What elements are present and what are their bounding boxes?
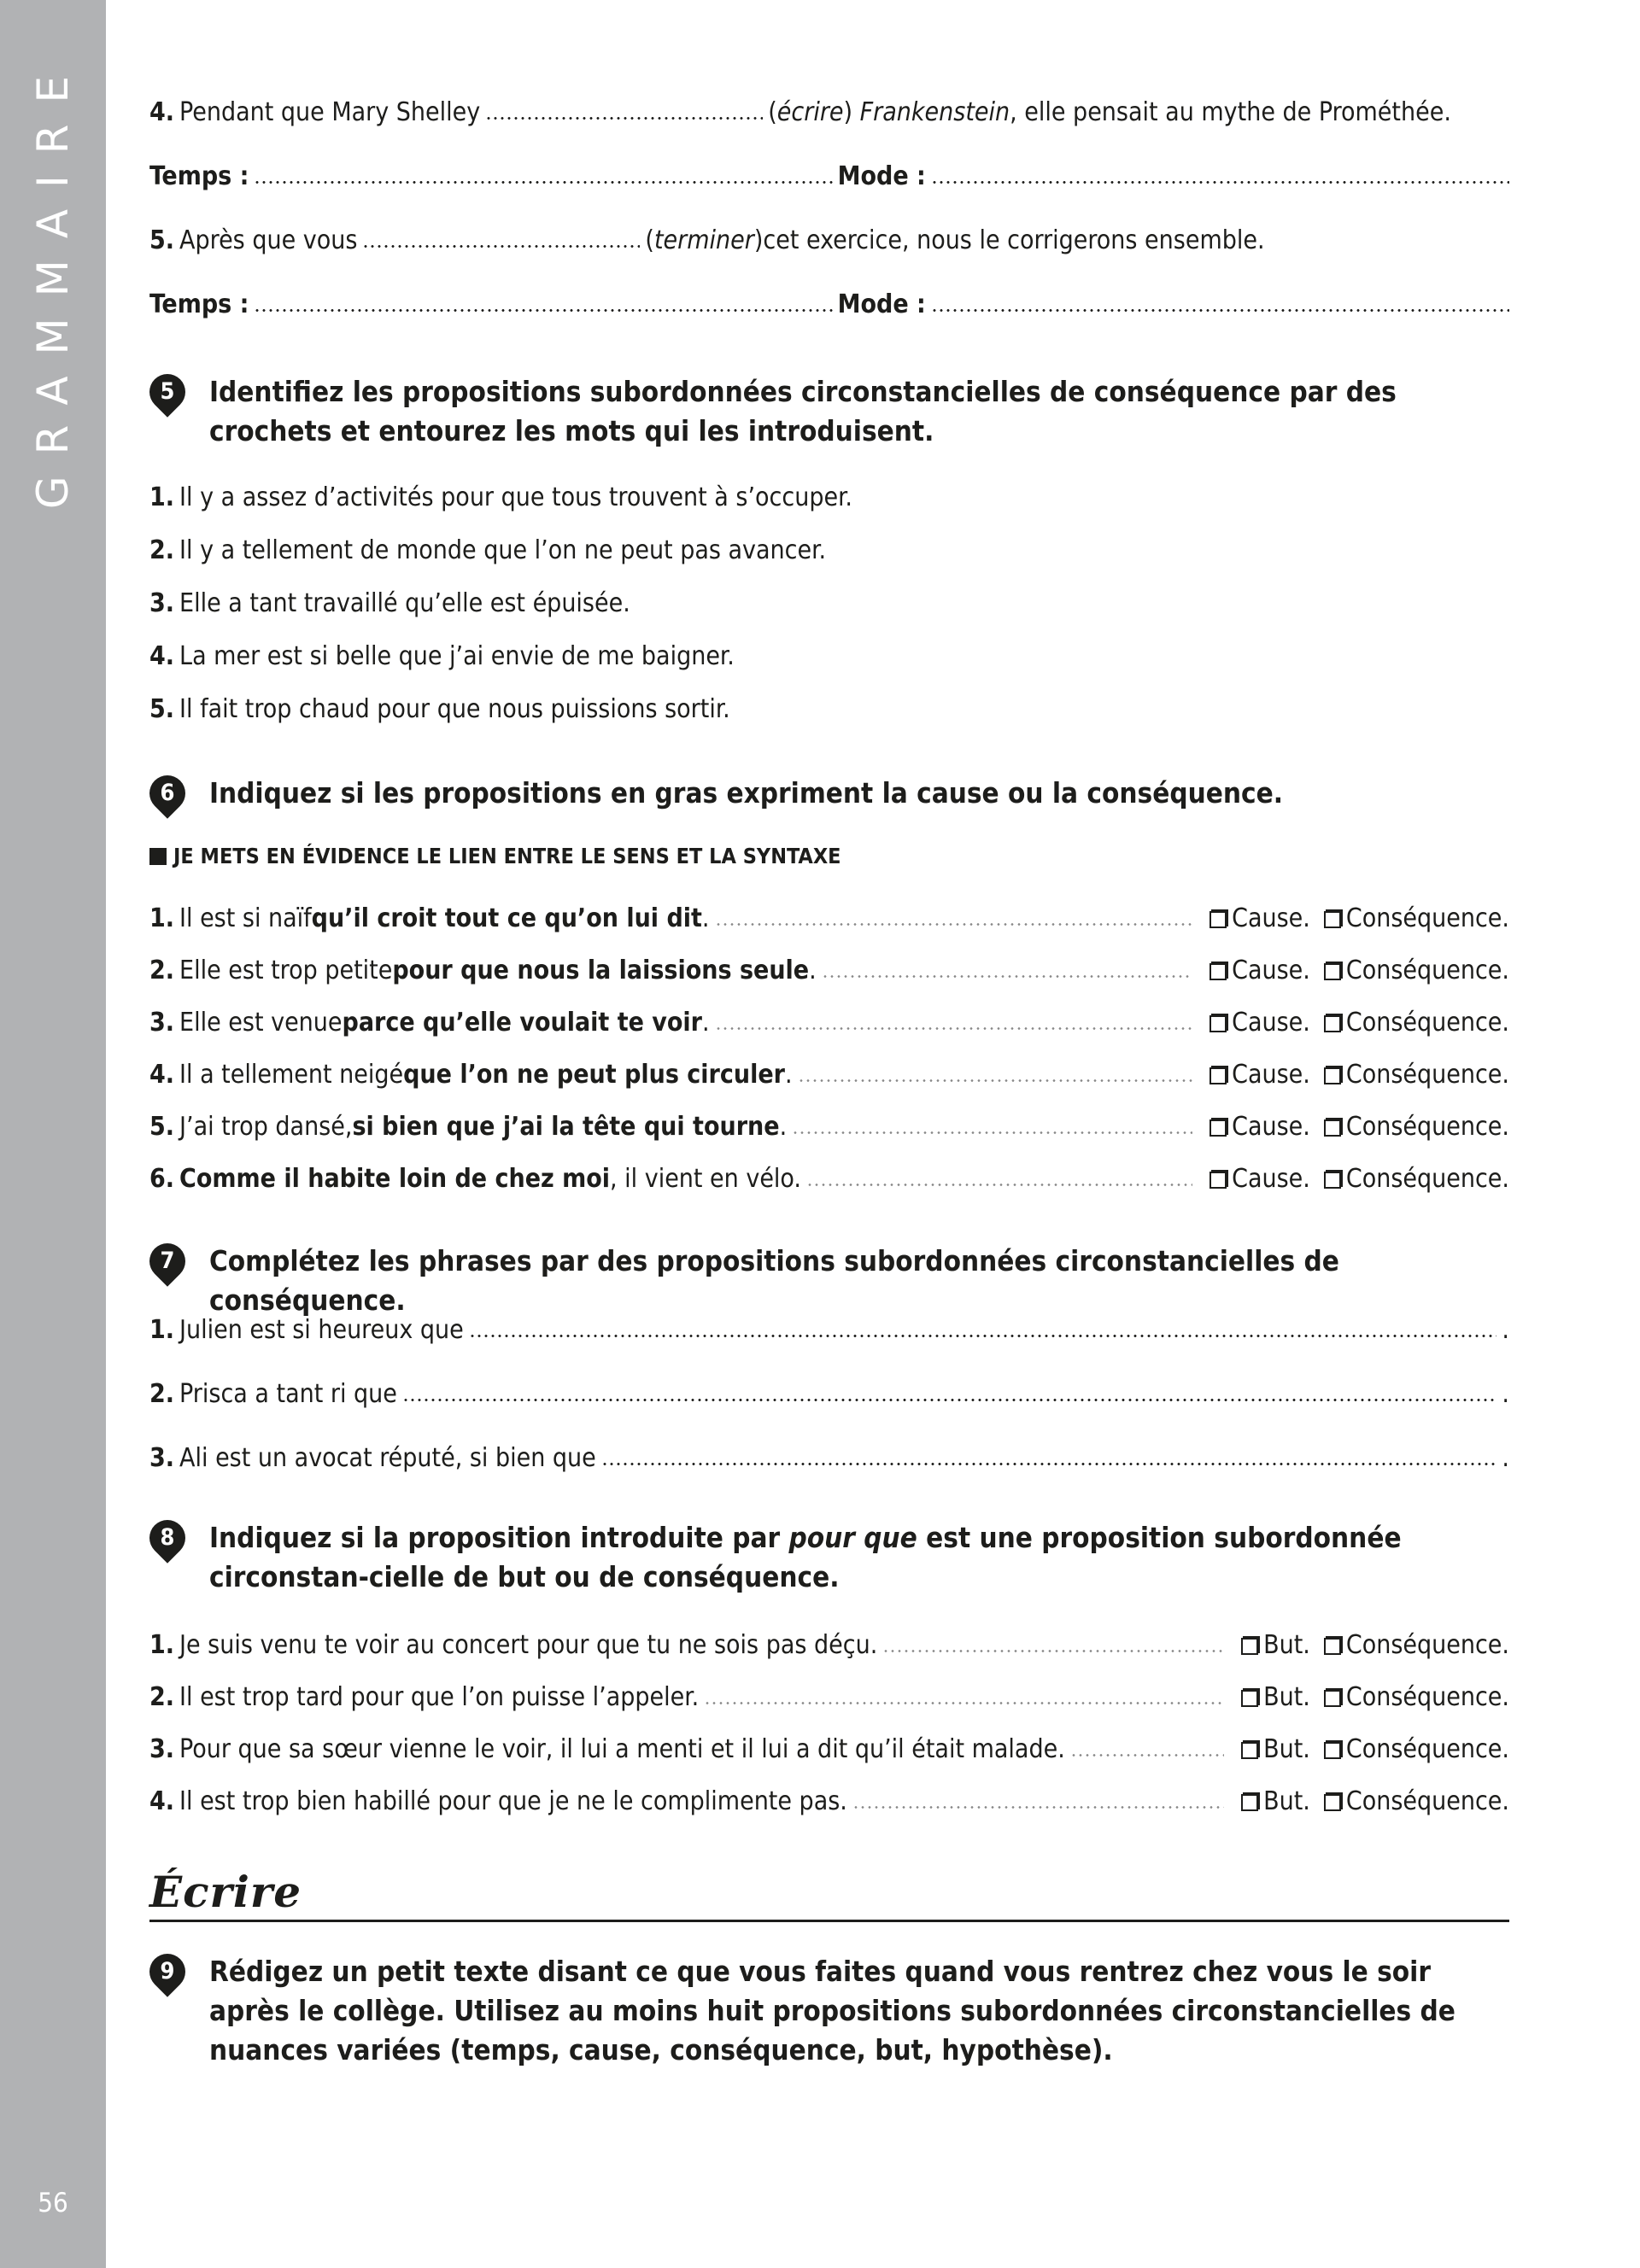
skill-subheading: JE METS EN ÉVIDENCE LE LIEN ENTRE LE SENS ET LA SYNTAXE bbox=[149, 844, 841, 868]
choice-row: 4. Il a tellement neigé que l’on ne peut plus circuler . Cause. Conséquence. bbox=[149, 1060, 1509, 1090]
list-item: 4. La mer est si belle que j’ai envie de me baigner. bbox=[149, 641, 735, 671]
choice-row: 1. Je suis venu te voir au concert pour que tu ne sois pas déçu. But. Conséquence. bbox=[149, 1630, 1509, 1660]
exercise-instruction: Complétez les phrases par des propositions subordonnées circonstancielles de conséquence. bbox=[209, 1244, 1339, 1317]
checkbox-cause[interactable] bbox=[1210, 1172, 1227, 1189]
checkbox-cause[interactable] bbox=[1210, 1067, 1227, 1084]
checkbox-cause[interactable] bbox=[1210, 1119, 1227, 1137]
checkbox-but[interactable] bbox=[1241, 1794, 1258, 1811]
choice-row: 2. Elle est trop petite pour que nous la laissions seule . Cause. Conséquence. bbox=[149, 956, 1509, 985]
completion-row: 1. Julien est si heureux que . bbox=[149, 1315, 1509, 1345]
temps-blank[interactable] bbox=[254, 164, 832, 184]
exercise-number-badge: 5 bbox=[142, 366, 192, 417]
completion-row: 2. Prisca a tant ri que . bbox=[149, 1379, 1509, 1409]
list-item: 4. Pendant que Mary Shelley ( écrire ) Frankenstein , elle pensait au mythe de Prométhée. bbox=[149, 97, 1451, 127]
choice-row: 1. Il est si naïf qu’il croit tout ce qu’on lui dit . Cause. Conséquence. bbox=[149, 903, 1509, 933]
checkbox-consequence[interactable] bbox=[1324, 1794, 1341, 1811]
choice-row: 2. Il est trop tard pour que l’on puisse l’appeler. But. Conséquence. bbox=[149, 1682, 1509, 1712]
choice-row: 4. Il est trop bien habillé pour que je ne le complimente pas. But. Conséquence. bbox=[149, 1786, 1509, 1816]
exercise-instruction: Indiquez si la proposition introduite par pour que est une proposition subordonnée circonstan-cielle de but ou de conséquence. bbox=[209, 1521, 1402, 1593]
checkbox-consequence[interactable] bbox=[1324, 1172, 1341, 1189]
checkbox-cause[interactable] bbox=[1210, 911, 1227, 928]
exercise-number-badge: 9 bbox=[142, 1946, 192, 1996]
checkbox-consequence[interactable] bbox=[1324, 963, 1341, 980]
side-band bbox=[0, 0, 106, 2268]
list-item: 3. Elle a tant travaillé qu’elle est épuisée. bbox=[149, 588, 630, 618]
list-item: 1. Il y a assez d’activités pour que tous trouvent à s’occuper. bbox=[149, 482, 852, 512]
checkbox-consequence[interactable] bbox=[1324, 911, 1341, 928]
mode-blank[interactable] bbox=[931, 164, 1509, 184]
answer-blank[interactable] bbox=[469, 1318, 1497, 1338]
answer-blank[interactable] bbox=[402, 1382, 1497, 1402]
checkbox-but[interactable] bbox=[1241, 1742, 1258, 1759]
temps-mode-row: Temps : Mode : bbox=[149, 289, 1509, 319]
list-item: 5. Après que vous ( terminer ) cet exercice, nous le corrigerons ensemble. bbox=[149, 225, 1265, 255]
checkbox-consequence[interactable] bbox=[1324, 1742, 1341, 1759]
checkbox-consequence[interactable] bbox=[1324, 1015, 1341, 1032]
checkbox-cause[interactable] bbox=[1210, 963, 1227, 980]
answer-blank[interactable] bbox=[362, 228, 640, 248]
answer-blank[interactable] bbox=[485, 100, 763, 120]
checkbox-but[interactable] bbox=[1241, 1638, 1258, 1655]
checkbox-consequence[interactable] bbox=[1324, 1119, 1341, 1137]
checkbox-cause[interactable] bbox=[1210, 1015, 1227, 1032]
answer-blank[interactable] bbox=[601, 1446, 1497, 1466]
section-divider bbox=[149, 1920, 1509, 1922]
checkbox-but[interactable] bbox=[1241, 1690, 1258, 1707]
section-heading-ecrire: Écrire bbox=[149, 1867, 302, 1917]
section-title: GRAMMAIRE bbox=[28, 54, 78, 510]
checkbox-consequence[interactable] bbox=[1324, 1067, 1341, 1084]
exercise-instruction: Identifiez les propositions subordonnées circonstancielles de conséquence par des crochets et entourez les mots qui les introduisent. bbox=[209, 375, 1397, 447]
choice-row: 6. Comme il habite loin de chez moi , il vient en vélo. Cause. Conséquence. bbox=[149, 1164, 1509, 1194]
exercise-instruction: Rédigez un petit texte disant ce que vous faites quand vous rentrez chez vous le soir après le collège. Utilisez au moins huit propositions subordonnées circonstancielles de nuances variées (temps, cause, conséquence, but, hypothèse). bbox=[209, 1955, 1456, 2066]
exercise-number-badge: 8 bbox=[142, 1512, 192, 1563]
page-number: 56 bbox=[38, 2188, 68, 2218]
checkbox-consequence[interactable] bbox=[1324, 1690, 1341, 1707]
square-bullet-icon bbox=[149, 848, 167, 865]
choice-row: 3. Elle est venue parce qu’elle voulait te voir . Cause. Conséquence. bbox=[149, 1008, 1509, 1038]
temps-mode-row: Temps : Mode : bbox=[149, 161, 1509, 191]
exercise-number-badge: 7 bbox=[142, 1236, 192, 1286]
temps-blank[interactable] bbox=[254, 292, 832, 313]
exercise-number-badge: 6 bbox=[142, 768, 192, 818]
choice-row: 3. Pour que sa sœur vienne le voir, il lui a menti et il lui a dit qu’il était malade. But. Conséquence. bbox=[149, 1734, 1509, 1764]
completion-row: 3. Ali est un avocat réputé, si bien que . bbox=[149, 1443, 1509, 1473]
list-item: 2. Il y a tellement de monde que l’on ne peut pas avancer. bbox=[149, 535, 827, 565]
list-item: 5. Il fait trop chaud pour que nous puissions sortir. bbox=[149, 694, 730, 724]
exercise-instruction: Indiquez si les propositions en gras expriment la cause ou la conséquence. bbox=[209, 776, 1284, 810]
checkbox-consequence[interactable] bbox=[1324, 1638, 1341, 1655]
choice-row: 5. J’ai trop dansé, si bien que j’ai la tête qui tourne . Cause. Conséquence. bbox=[149, 1112, 1509, 1142]
mode-blank[interactable] bbox=[931, 292, 1509, 313]
